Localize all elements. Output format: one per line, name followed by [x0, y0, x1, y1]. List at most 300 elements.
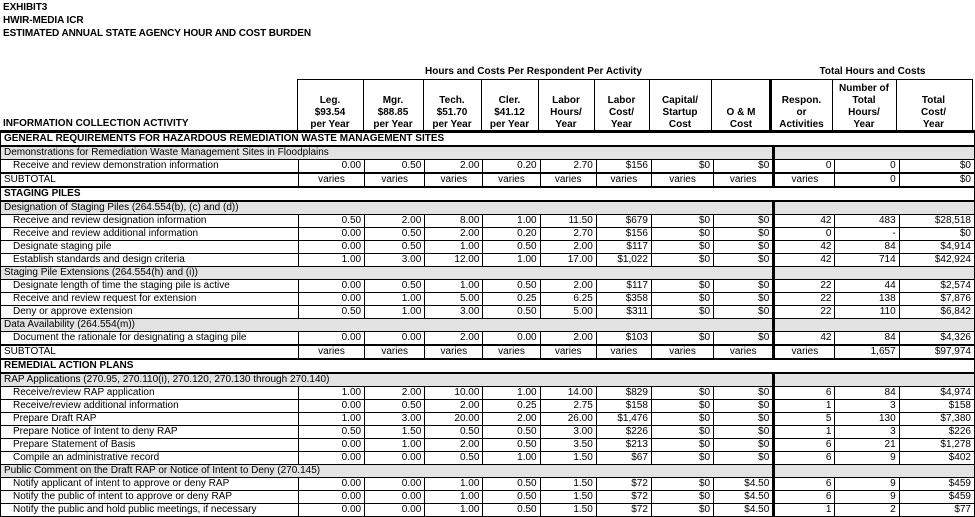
table-row [1, 400, 975, 413]
document-name: HWIR-MEDIA ICR [3, 15, 84, 26]
activity-label: Receive and review designation information [1, 215, 299, 228]
cell: $0 [651, 452, 713, 465]
cell: 0.00 [298, 478, 364, 491]
activity-label: Receive and review demonstration information [1, 160, 299, 174]
cell: $402 [899, 452, 974, 465]
activity-label: Compile an administrative record [1, 452, 299, 465]
section-row [1, 133, 975, 147]
cell: $0 [714, 306, 774, 319]
cell: 0.25 [483, 400, 540, 413]
cell: $0 [651, 332, 713, 346]
cell: 84 [835, 387, 899, 400]
cell: 2.00 [540, 241, 596, 254]
subsection-row [1, 465, 975, 478]
section-title: STAGING PILES [1, 187, 975, 201]
cell: 1.50 [365, 426, 425, 439]
cell: 1.00 [298, 387, 364, 400]
table-row [1, 160, 975, 174]
cell: 2.00 [425, 400, 483, 413]
subsection-title: Public Comment on the Draft RAP or Notice of Intent to Deny (270.145) [1, 465, 774, 478]
cell: 0.00 [298, 439, 364, 452]
cell: 0.50 [365, 160, 425, 174]
cell: 0.50 [365, 400, 425, 413]
cell: $0 [714, 426, 774, 439]
cell: 2 [835, 504, 899, 517]
cell: $679 [596, 215, 651, 228]
cell: 11.50 [540, 215, 596, 228]
subsection-row [1, 146, 975, 160]
cell: $4,914 [899, 241, 974, 254]
activity-label: Establish standards and design criteria [1, 254, 299, 267]
column-divider [896, 79, 897, 131]
cell: 1.00 [365, 306, 425, 319]
cell: 1.50 [540, 478, 596, 491]
cell: $72 [596, 491, 651, 504]
cell: $0 [714, 293, 774, 306]
column-header-7: O & M Cost [726, 107, 756, 130]
cell: 0.00 [365, 478, 425, 491]
subsection-fill [774, 373, 975, 387]
cell: 0.00 [298, 241, 364, 254]
cell: $0 [714, 332, 774, 346]
cell: 0.50 [298, 215, 364, 228]
group-per-respondent: Hours and Costs Per Respondent Per Activity [425, 66, 642, 77]
cell: $0 [899, 173, 974, 187]
cell: $2,574 [899, 280, 974, 293]
cell: 1.00 [365, 439, 425, 452]
cell: 0.20 [483, 228, 540, 241]
cell: 1.00 [298, 413, 364, 426]
cell: 1.00 [425, 280, 483, 293]
cell: $158 [596, 400, 651, 413]
section-row [1, 187, 975, 201]
cell: $0 [651, 439, 713, 452]
cell: 5 [774, 413, 835, 426]
cell: 21 [835, 439, 899, 452]
cell: $0 [651, 504, 713, 517]
cell: varies [365, 173, 425, 187]
cell: 1.00 [425, 504, 483, 517]
column-divider [594, 79, 595, 131]
activity-label: Notify the public of intent to approve or deny RAP [1, 491, 299, 504]
column-header-10: Total Cost/ Year [921, 95, 946, 130]
column-header-9: Number of Total Hours/ Year [839, 83, 889, 130]
activity-label: Receive/review RAP application [1, 387, 299, 400]
cell: $459 [899, 491, 974, 504]
cell: $0 [651, 400, 713, 413]
cell: 1,657 [835, 345, 899, 359]
activity-label: Designate length of time the staging pile is active [1, 280, 299, 293]
cell: 0.00 [298, 228, 364, 241]
cell: 5.00 [425, 293, 483, 306]
cell: 2.70 [540, 160, 596, 174]
cell: 44 [835, 280, 899, 293]
activity-column-header: INFORMATION COLLECTION ACTIVITY [3, 118, 189, 129]
table-row [1, 254, 975, 267]
cell: $0 [651, 228, 713, 241]
cell: 6 [774, 387, 835, 400]
column-header-6: Capital/ Startup Cost [661, 95, 699, 130]
cell: $0 [714, 215, 774, 228]
cell: $226 [899, 426, 974, 439]
column-divider [649, 79, 650, 131]
cell: 42 [774, 332, 835, 346]
cell: $0 [651, 426, 713, 439]
cell: 2.00 [540, 332, 596, 346]
cell: $0 [651, 306, 713, 319]
column-divider [481, 79, 482, 131]
cell: 0.00 [298, 293, 364, 306]
subsection-title: Designation of Staging Piles (264.554(b), (c) and (d)) [1, 201, 774, 215]
cell: varies [483, 173, 540, 187]
activity-label: Receive/review additional information [1, 400, 299, 413]
cell: 3.50 [540, 439, 596, 452]
cell: $4.50 [714, 491, 774, 504]
subsection-fill [774, 146, 975, 160]
subsection-title: RAP Applications (270.95, 270.110(i), 270.120, 270.130 through 270.140) [1, 373, 774, 387]
cell: 42 [774, 241, 835, 254]
cell: $42,924 [899, 254, 974, 267]
cell: 2.70 [540, 228, 596, 241]
cell: $67 [596, 452, 651, 465]
cell: 2.00 [425, 228, 483, 241]
column-header-3: Cler. $41.12 per Year [489, 95, 530, 130]
cell: $0 [651, 293, 713, 306]
cell: 0 [774, 160, 835, 174]
table-row [1, 504, 975, 517]
cell: 26.00 [540, 413, 596, 426]
activity-label: Receive and review request for extension [1, 293, 299, 306]
table-row [1, 332, 975, 346]
cell: 130 [835, 413, 899, 426]
cell: 3.00 [425, 306, 483, 319]
cell: - [835, 228, 899, 241]
subsection-row [1, 201, 975, 215]
cell: $0 [651, 387, 713, 400]
cell: $0 [714, 439, 774, 452]
cell: $97,974 [899, 345, 974, 359]
cell: $4,974 [899, 387, 974, 400]
cell: 1.00 [483, 452, 540, 465]
column-header-4: Labor Hours/ Year [550, 95, 582, 130]
cell: varies [714, 173, 774, 187]
column-divider [832, 79, 833, 131]
cell: 0.00 [298, 280, 364, 293]
cell: varies [651, 173, 713, 187]
cell: varies [774, 345, 835, 359]
cell: 2.00 [483, 413, 540, 426]
cell: $6,842 [899, 306, 974, 319]
cell: 0.00 [483, 332, 540, 346]
cell: varies [540, 173, 596, 187]
cell: $0 [714, 228, 774, 241]
cell: 84 [835, 241, 899, 254]
subsection-row [1, 319, 975, 332]
cell: $0 [651, 160, 713, 174]
column-header-0: Leg. $93.54 per Year [310, 95, 350, 130]
subsection-title: Staging Pile Extensions (264.554(h) and (i)) [1, 267, 774, 280]
cell: 0.50 [483, 439, 540, 452]
cell: 20.00 [425, 413, 483, 426]
activity-label: SUBTOTAL [1, 173, 299, 187]
cell: 9 [835, 452, 899, 465]
cell: varies [483, 345, 540, 359]
cell: 0.00 [298, 400, 364, 413]
cell: $0 [651, 241, 713, 254]
table-row [1, 293, 975, 306]
cell: 6 [774, 452, 835, 465]
burden-table [0, 132, 975, 517]
cell: $213 [596, 439, 651, 452]
cell: $0 [651, 254, 713, 267]
column-header-2: Tech. $51.70 per Year [432, 95, 472, 130]
cell: $0 [899, 228, 974, 241]
activity-label: Prepare Statement of Basis [1, 439, 299, 452]
subtotal-row [1, 345, 975, 359]
cell: $7,876 [899, 293, 974, 306]
cell: $311 [596, 306, 651, 319]
cell: 14.00 [540, 387, 596, 400]
cell: $4.50 [714, 504, 774, 517]
cell: $103 [596, 332, 651, 346]
cell: 138 [835, 293, 899, 306]
table-row [1, 241, 975, 254]
cell: 6 [774, 439, 835, 452]
column-divider [972, 79, 973, 131]
cell: 0.50 [298, 306, 364, 319]
cell: 6 [774, 478, 835, 491]
cell: 1 [774, 400, 835, 413]
cell: 1.00 [425, 241, 483, 254]
cell: 0.50 [298, 426, 364, 439]
cell: $0 [714, 280, 774, 293]
cell: $0 [714, 452, 774, 465]
section-title: GENERAL REQUIREMENTS FOR HAZARDOUS REMEDIATION WASTE MANAGEMENT SITES [1, 133, 975, 147]
table-row [1, 387, 975, 400]
cell: 0.50 [365, 280, 425, 293]
table-row [1, 228, 975, 241]
cell: $7,380 [899, 413, 974, 426]
cell: 2.00 [425, 160, 483, 174]
cell: 3 [835, 426, 899, 439]
cell: 0.50 [483, 426, 540, 439]
cell: $117 [596, 241, 651, 254]
table-row [1, 426, 975, 439]
cell: $1,476 [596, 413, 651, 426]
cell: $28,518 [899, 215, 974, 228]
activity-label: Designate staging pile [1, 241, 299, 254]
cell: $156 [596, 160, 651, 174]
cell: varies [596, 173, 651, 187]
cell: 1.50 [540, 491, 596, 504]
cell: $0 [651, 413, 713, 426]
cell: 0.00 [298, 452, 364, 465]
cell: 2.00 [365, 215, 425, 228]
cell: $0 [714, 400, 774, 413]
subsection-fill [774, 267, 975, 280]
cell: $0 [651, 491, 713, 504]
cell: $358 [596, 293, 651, 306]
column-divider [538, 79, 539, 131]
exhibit-number: EXHIBIT3 [3, 2, 48, 13]
section-divider [769, 79, 772, 131]
activity-label: Prepare Draft RAP [1, 413, 299, 426]
subtotal-row [1, 173, 975, 187]
table-row [1, 306, 975, 319]
subsection-title: Demonstrations for Remediation Waste Management Sites in Floodplains [1, 146, 774, 160]
activity-label: Prepare Notice of Intent to deny RAP [1, 426, 299, 439]
subsection-fill [774, 319, 975, 332]
cell: $4,326 [899, 332, 974, 346]
cell: $158 [899, 400, 974, 413]
cell: $829 [596, 387, 651, 400]
cell: $117 [596, 280, 651, 293]
table-row [1, 215, 975, 228]
cell: varies [596, 345, 651, 359]
cell: 42 [774, 254, 835, 267]
cell: $0 [651, 478, 713, 491]
table-row [1, 452, 975, 465]
cell: $1,278 [899, 439, 974, 452]
cell: 0.00 [365, 491, 425, 504]
cell: 6 [774, 491, 835, 504]
cell: 0.00 [298, 332, 364, 346]
group-totals: Total Hours and Costs [819, 66, 926, 77]
cell: 22 [774, 280, 835, 293]
cell: $4.50 [714, 478, 774, 491]
cell: 0.25 [483, 293, 540, 306]
cell: 2.00 [540, 280, 596, 293]
cell: 0.00 [365, 452, 425, 465]
cell: 0.50 [483, 280, 540, 293]
cell: $0 [651, 280, 713, 293]
cell: 6.25 [540, 293, 596, 306]
cell: $0 [714, 254, 774, 267]
cell: 9 [835, 478, 899, 491]
cell: 3.00 [540, 426, 596, 439]
section-row [1, 359, 975, 373]
cell: varies [365, 345, 425, 359]
table-row [1, 413, 975, 426]
cell: $77 [899, 504, 974, 517]
cell: 2.00 [425, 332, 483, 346]
cell: 1.00 [483, 254, 540, 267]
table-row [1, 491, 975, 504]
cell: 1.00 [483, 215, 540, 228]
cell: 8.00 [425, 215, 483, 228]
cell: 1 [774, 426, 835, 439]
column-divider [711, 79, 712, 131]
table-title: ESTIMATED ANNUAL STATE AGENCY HOUR AND COST BURDEN [3, 28, 311, 39]
cell: 3 [835, 400, 899, 413]
cell: 483 [835, 215, 899, 228]
cell: 0.50 [483, 241, 540, 254]
cell: 0 [835, 173, 899, 187]
activity-label: Notify the public and hold public meetings, if necessary [1, 504, 299, 517]
cell: 10.00 [425, 387, 483, 400]
subsection-title: Data Availability (264.554(m)) [1, 319, 774, 332]
cell: 0.00 [365, 504, 425, 517]
column-header-1: Mgr. $88.85 per Year [373, 95, 413, 130]
cell: 0.20 [483, 160, 540, 174]
cell: 42 [774, 215, 835, 228]
cell: 5.00 [540, 306, 596, 319]
cell: 1.00 [425, 491, 483, 504]
cell: varies [425, 173, 483, 187]
cell: 2.75 [540, 400, 596, 413]
cell: 3.00 [365, 413, 425, 426]
column-divider [363, 79, 364, 131]
cell: $1,022 [596, 254, 651, 267]
cell: $72 [596, 504, 651, 517]
cell: 0.00 [365, 332, 425, 346]
cell: 1.00 [483, 387, 540, 400]
table-row [1, 280, 975, 293]
cell: 2.00 [365, 387, 425, 400]
activity-label: Deny or approve extension [1, 306, 299, 319]
subsection-row [1, 373, 975, 387]
subsection-fill [774, 465, 975, 478]
activity-label: Receive and review additional information [1, 228, 299, 241]
cell: $0 [651, 215, 713, 228]
cell: $0 [714, 241, 774, 254]
cell: 1.50 [540, 504, 596, 517]
cell: 1.00 [425, 478, 483, 491]
cell: 0.00 [298, 491, 364, 504]
cell: $72 [596, 478, 651, 491]
cell: $156 [596, 228, 651, 241]
cell: 22 [774, 306, 835, 319]
cell: 1.00 [298, 254, 364, 267]
cell: 0 [774, 228, 835, 241]
cell: $459 [899, 478, 974, 491]
cell: $0 [714, 387, 774, 400]
cell: 9 [835, 491, 899, 504]
cell: 2.00 [425, 439, 483, 452]
cell: varies [540, 345, 596, 359]
cell: 12.00 [425, 254, 483, 267]
cell: 3.00 [365, 254, 425, 267]
cell: varies [425, 345, 483, 359]
cell: $0 [899, 160, 974, 174]
cell: varies [298, 173, 364, 187]
cell: varies [651, 345, 713, 359]
cell: 1 [774, 504, 835, 517]
cell: 0.50 [425, 452, 483, 465]
cell: 0.50 [365, 228, 425, 241]
cell: 1.00 [365, 293, 425, 306]
group-underline [297, 79, 770, 80]
cell: 22 [774, 293, 835, 306]
cell: 84 [835, 332, 899, 346]
cell: $226 [596, 426, 651, 439]
cell: 0.50 [425, 426, 483, 439]
section-title: REMEDIAL ACTION PLANS [1, 359, 975, 373]
table-row [1, 478, 975, 491]
subsection-fill [774, 201, 975, 215]
cell: varies [298, 345, 364, 359]
cell: 0.50 [365, 241, 425, 254]
cell: 0.50 [483, 491, 540, 504]
activity-label: Document the rationale for designating a staging pile [1, 332, 299, 346]
cell: 1.50 [540, 452, 596, 465]
cell: 0.00 [298, 504, 364, 517]
cell: varies [774, 173, 835, 187]
cell: $0 [714, 160, 774, 174]
cell: 0.00 [298, 160, 364, 174]
activity-label: SUBTOTAL [1, 345, 299, 359]
cell: 110 [835, 306, 899, 319]
